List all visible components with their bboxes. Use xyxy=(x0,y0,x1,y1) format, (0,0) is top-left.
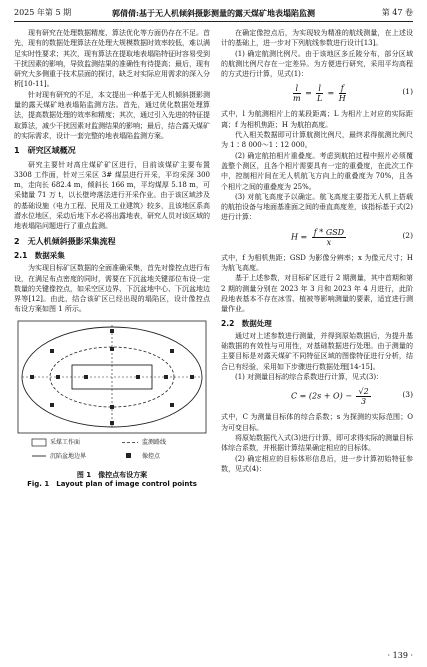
equation-body: C = (2s + O) − $\frac{√2}{3}$ xyxy=(291,387,369,407)
section-heading: 1 研究区域概况 xyxy=(14,146,76,156)
paragraph: 式中，C 为测量目标体的综合系数；s 为探测的实际范围；O 为可变目标。 xyxy=(221,413,413,432)
control-point-layout-diagram xyxy=(14,319,210,469)
equation-number: (1) xyxy=(402,87,413,97)
page-number: · 139 · xyxy=(387,651,413,660)
equation-2 xyxy=(221,225,413,251)
paragraph: 式中，f 为相机焦距；GSD 为影像分辨率；x 为像元尺寸；H 为航飞高度。 xyxy=(221,253,413,273)
subsection-heading: 2.2 数据处理 xyxy=(221,318,272,328)
paragraph: (2) 确定航拍相片重叠度。考虑到航拍过程中照片必须覆盖整个测区，且各个相片需要具有一定的重叠度，在此次工作中，控制相片间在无人机航飞方向上的重叠度为 70%，且各个相片之间的重叠度为 25%。 xyxy=(221,151,413,191)
paragraph: 现有研究在处理数据精度、算法优化等方面仍存在不足。首先，现有的数据处理算法在处理大规模数据时效率较低，难以满足实时性要求；其次，现有算法在提取地表塌陷特征时容易受到干扰因素的影响，导致监测结果的准确性有待提高；最后，现有研究大多侧重于技术层面的探讨，缺乏对实际应用需求的深入分析[10-11]。 xyxy=(14,29,210,89)
legend-basin-boundary: 沉陷盆地边界 xyxy=(50,452,87,460)
legend-control-point: 像控点 xyxy=(142,452,161,460)
paragraph: 将原始数据代入式(3)进行计算，即可求得实际的测量目标体综合系数，并根据计算结果确定相应的目标体。 xyxy=(221,433,413,453)
paragraph: 研究主要针对高庄煤矿矿区进行，目前该煤矿主要布置 3308 工作面，针对三采区 3# 煤层进行开采，平均采深 300 m，走向长 682.4 m，倾斜长 166 m，平均煤厚 5.18 m，可采储量 71 万 t，以长壁垮落法进行开采作业。由于该区域涉及的基础设施（电力工程、民用及工业建筑）较多，且该地区系高潜水位地区，采动后地下水必将出露地表，研究人员对该区域的地表塌陷问题进行了重点监测。 xyxy=(14,160,210,231)
equation-1 xyxy=(221,81,413,107)
paragraph: 通过对上述参数进行测量，并得到原始数据后，为提升基础数据的有效性与可用性，对基础数据进行处理。由于测量的主要目标是对露天煤矿不同特征区域的图像特征进行分析，结合已有经验，采用如下步骤进行数据处理[14-15]。 xyxy=(221,331,413,371)
equation-number: (3) xyxy=(402,390,413,400)
section-heading: 2 无人机倾斜摄影采集流程 xyxy=(14,236,116,246)
paragraph: 针对现有研究的不足，本文提出一种基于无人机倾斜摄影测量的露天煤矿地表塌陷监测方法。首先，通过优化数据处理算法，提高数据处理的效率和精度；其次，通过引入先进的特征提取算法，减少干扰因素对监测结果的影响；最后，结合露天煤矿的实际需求，设计一套完整的地表塌陷监测方案。 xyxy=(14,90,210,140)
paragraph: 式中，l 为航测相片上的某段距离；L 为相片上对应的实际距离；f 为相机焦距；H 为航拍高度。 xyxy=(221,110,413,129)
right-column xyxy=(221,28,413,474)
paragraph: 在确定像控点后，为实现较为精准的航线测量，在上述设计的基础上，进一步对下列航线参数进行设计[13]。 xyxy=(221,29,413,48)
figure-caption-en: Fig. 1 Layout plan of image control points xyxy=(27,479,197,488)
paragraph: 代入相关数据即可计算航测比例尺，最终求得航测比例尺为 1∶8 000～1∶12 000。 xyxy=(221,131,413,150)
paragraph: 基于上述参数，对目标矿区进行 2 期测量，其中首期和第 2 期的测量分别在 2023 年 3 月和 2023 年 4 月进行，此阶段地表基本不存在冰雪、植被等影响测量的要素，适宜进行测量作业。 xyxy=(221,274,413,314)
equation-3 xyxy=(221,384,413,410)
equation-body: $\frac{l}{m}$ = $\frac{l}{L}$ = $\frac{f}{H}$ xyxy=(293,84,346,104)
paragraph: (1) 对测量目标的综合系数进行计算，见式(3)： xyxy=(235,373,384,382)
equation-body: H = $\frac{\text{f * GSD}}{x}$ xyxy=(291,227,345,247)
left-column xyxy=(14,28,210,489)
paragraph: (2) 确定相应的目标体形信息后，进一步计算初始特征参数，见式(4)： xyxy=(221,454,413,473)
paragraph: (3) 对航飞高度予以确定。航飞高度主要指无人机上搭载的航拍设备与地面基准面之间的垂直高度差，该指标基于式(2)进行计算： xyxy=(221,192,413,222)
legend-monitoring-route: 监测路线 xyxy=(142,438,167,446)
paragraph: 为实现目标矿区数据的全面准确采集，首先对像控点进行布设，在满足布点密度的同时，需要在下沉盆地关键部位布设一定数量的关键像控点，如采空区边界、下沉盆地中心、下沉盆地边界等[12]。由此，结合该矿区已经出现的塌陷区，设计像控点布设方案如图 1 所示。 xyxy=(14,264,210,314)
legend-working-face: 采煤工作面 xyxy=(50,438,81,446)
figure-1 xyxy=(14,319,210,469)
subsection-heading: 2.1 数据采集 xyxy=(14,250,65,260)
issue-label: 2025 年第 5 期 xyxy=(14,8,72,17)
header-rule xyxy=(14,21,413,22)
equation-number: (2) xyxy=(402,230,413,240)
figure-caption-cn: 图 1 像控点布设方案 xyxy=(76,470,148,479)
paragraph: (1) 确定航测比例尺。由于该地区多丘陵分布，部分区域的航测比例尺存在一定差异。为方便进行研究，采用平均高程的方式进行计算，见式(1)： xyxy=(221,49,413,79)
volume-label: 第 47 卷 xyxy=(381,8,413,17)
running-header xyxy=(14,6,413,20)
header-title: 郭倩倩:基于无人机倾斜摄影测量的露天煤矿地表塌陷监测 xyxy=(112,8,315,18)
